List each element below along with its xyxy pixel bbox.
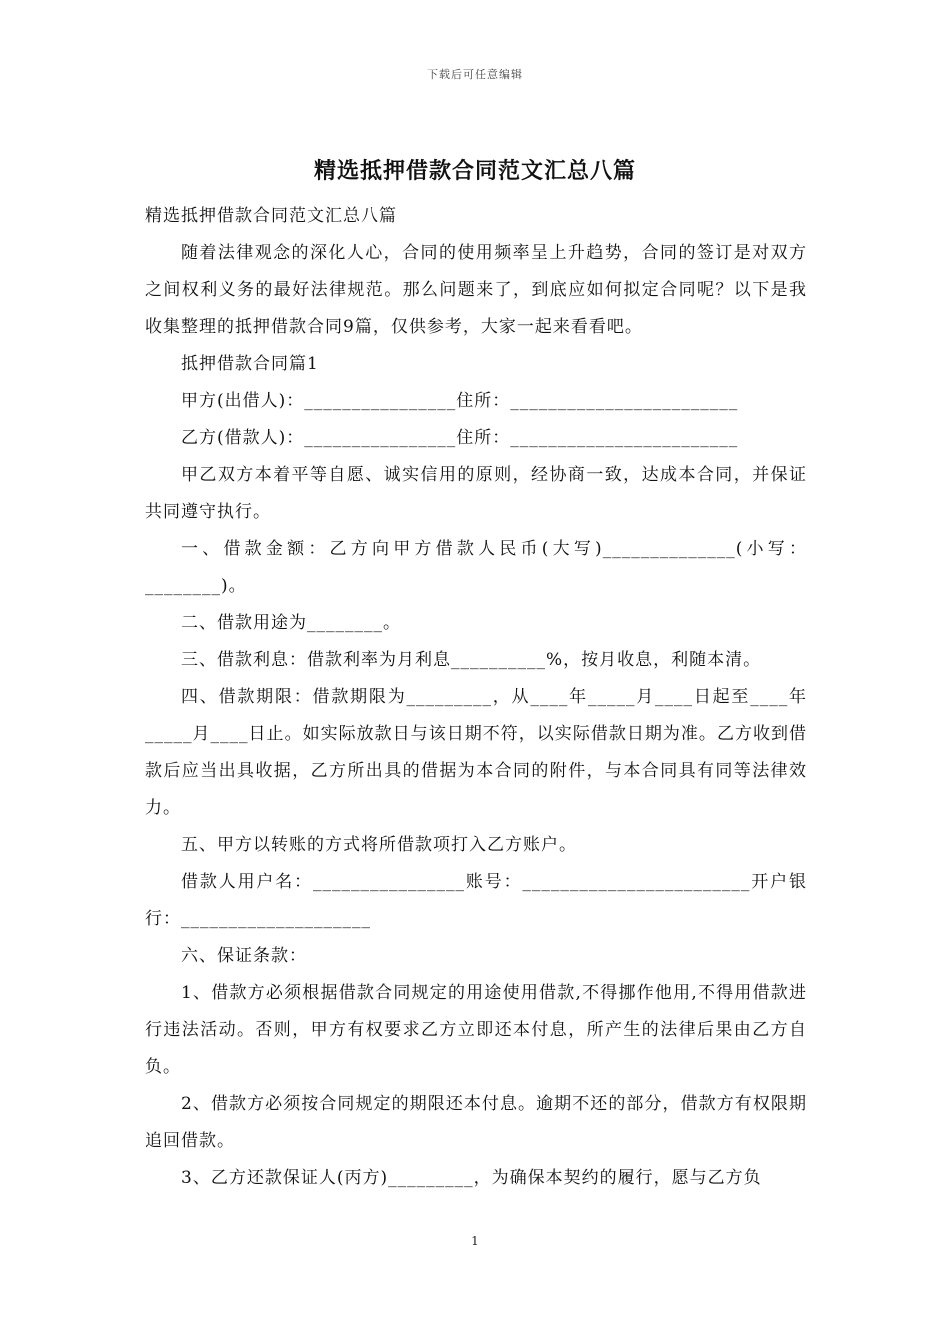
header-note: 下载后可任意编辑 bbox=[427, 68, 523, 81]
section-heading: 抵押借款合同篇1 bbox=[181, 354, 319, 374]
clause-loan-term: 四、借款期限：借款期限为_________，从____年_____月____日起至____年_____月____日止。如实际放款日与该日期不符，以实际借款日期为准。乙方收到借款后应当出具收据，乙方所出具的借据为本合同的附件，与本合同具有同等法律效力。 bbox=[145, 687, 807, 818]
clause-loan-purpose: 二、借款用途为________。 bbox=[181, 613, 401, 633]
clause-loan-amount: 一、借款金额：乙方向甲方借款人民币(大写)______________(小写：________)。 bbox=[145, 539, 807, 596]
document-title: 精选抵押借款合同范文汇总八篇 bbox=[313, 158, 636, 184]
clause-transfer: 五、甲方以转账的方式将所借款项打入乙方账户。 bbox=[181, 835, 577, 855]
clause-loan-interest: 三、借款利息：借款利率为月利息__________%，按月收息，利随本清。 bbox=[181, 650, 762, 670]
guarantee-item-2: 2、借款方必须按合同规定的期限还本付息。逾期不还的部分，借款方有权限期追回借款。 bbox=[145, 1094, 807, 1151]
paragraph: 精选抵押借款合同范文汇总八篇 bbox=[145, 206, 397, 226]
paragraph: 甲乙双方本着平等自愿、诚实信用的原则，经协商一致，达成本合同，并保证共同遵守执行。 bbox=[145, 465, 807, 522]
clause-guarantee: 六、保证条款： bbox=[181, 946, 307, 966]
page-number: 1 bbox=[471, 1234, 479, 1248]
guarantee-item-3: 3、乙方还款保证人(丙方)_________，为确保本契约的履行，愿与乙方负 bbox=[181, 1168, 762, 1188]
party-b-line: 乙方(借款人)：________________住所：________________________ bbox=[181, 428, 739, 448]
party-a-line: 甲方(出借人)：________________住所：________________________ bbox=[181, 391, 739, 411]
account-info-line: 借款人用户名：________________账号：________________________开户银行：____________________ bbox=[145, 872, 807, 929]
paragraph: 随着法律观念的深化人心，合同的使用频率呈上升趋势，合同的签订是对双方之间权利义务的最好法律规范。那么问题来了，到底应如何拟定合同呢？以下是我收集整理的抵押借款合同9篇，仅供参考，大家一起来看看吧。 bbox=[145, 243, 807, 337]
guarantee-item-1: 1、借款方必须根据借款合同规定的用途使用借款,不得挪作他用,不得用借款进行违法活动。否则，甲方有权要求乙方立即还本付息，所产生的法律后果由乙方自负。 bbox=[145, 983, 807, 1077]
document-body bbox=[145, 198, 807, 1197]
